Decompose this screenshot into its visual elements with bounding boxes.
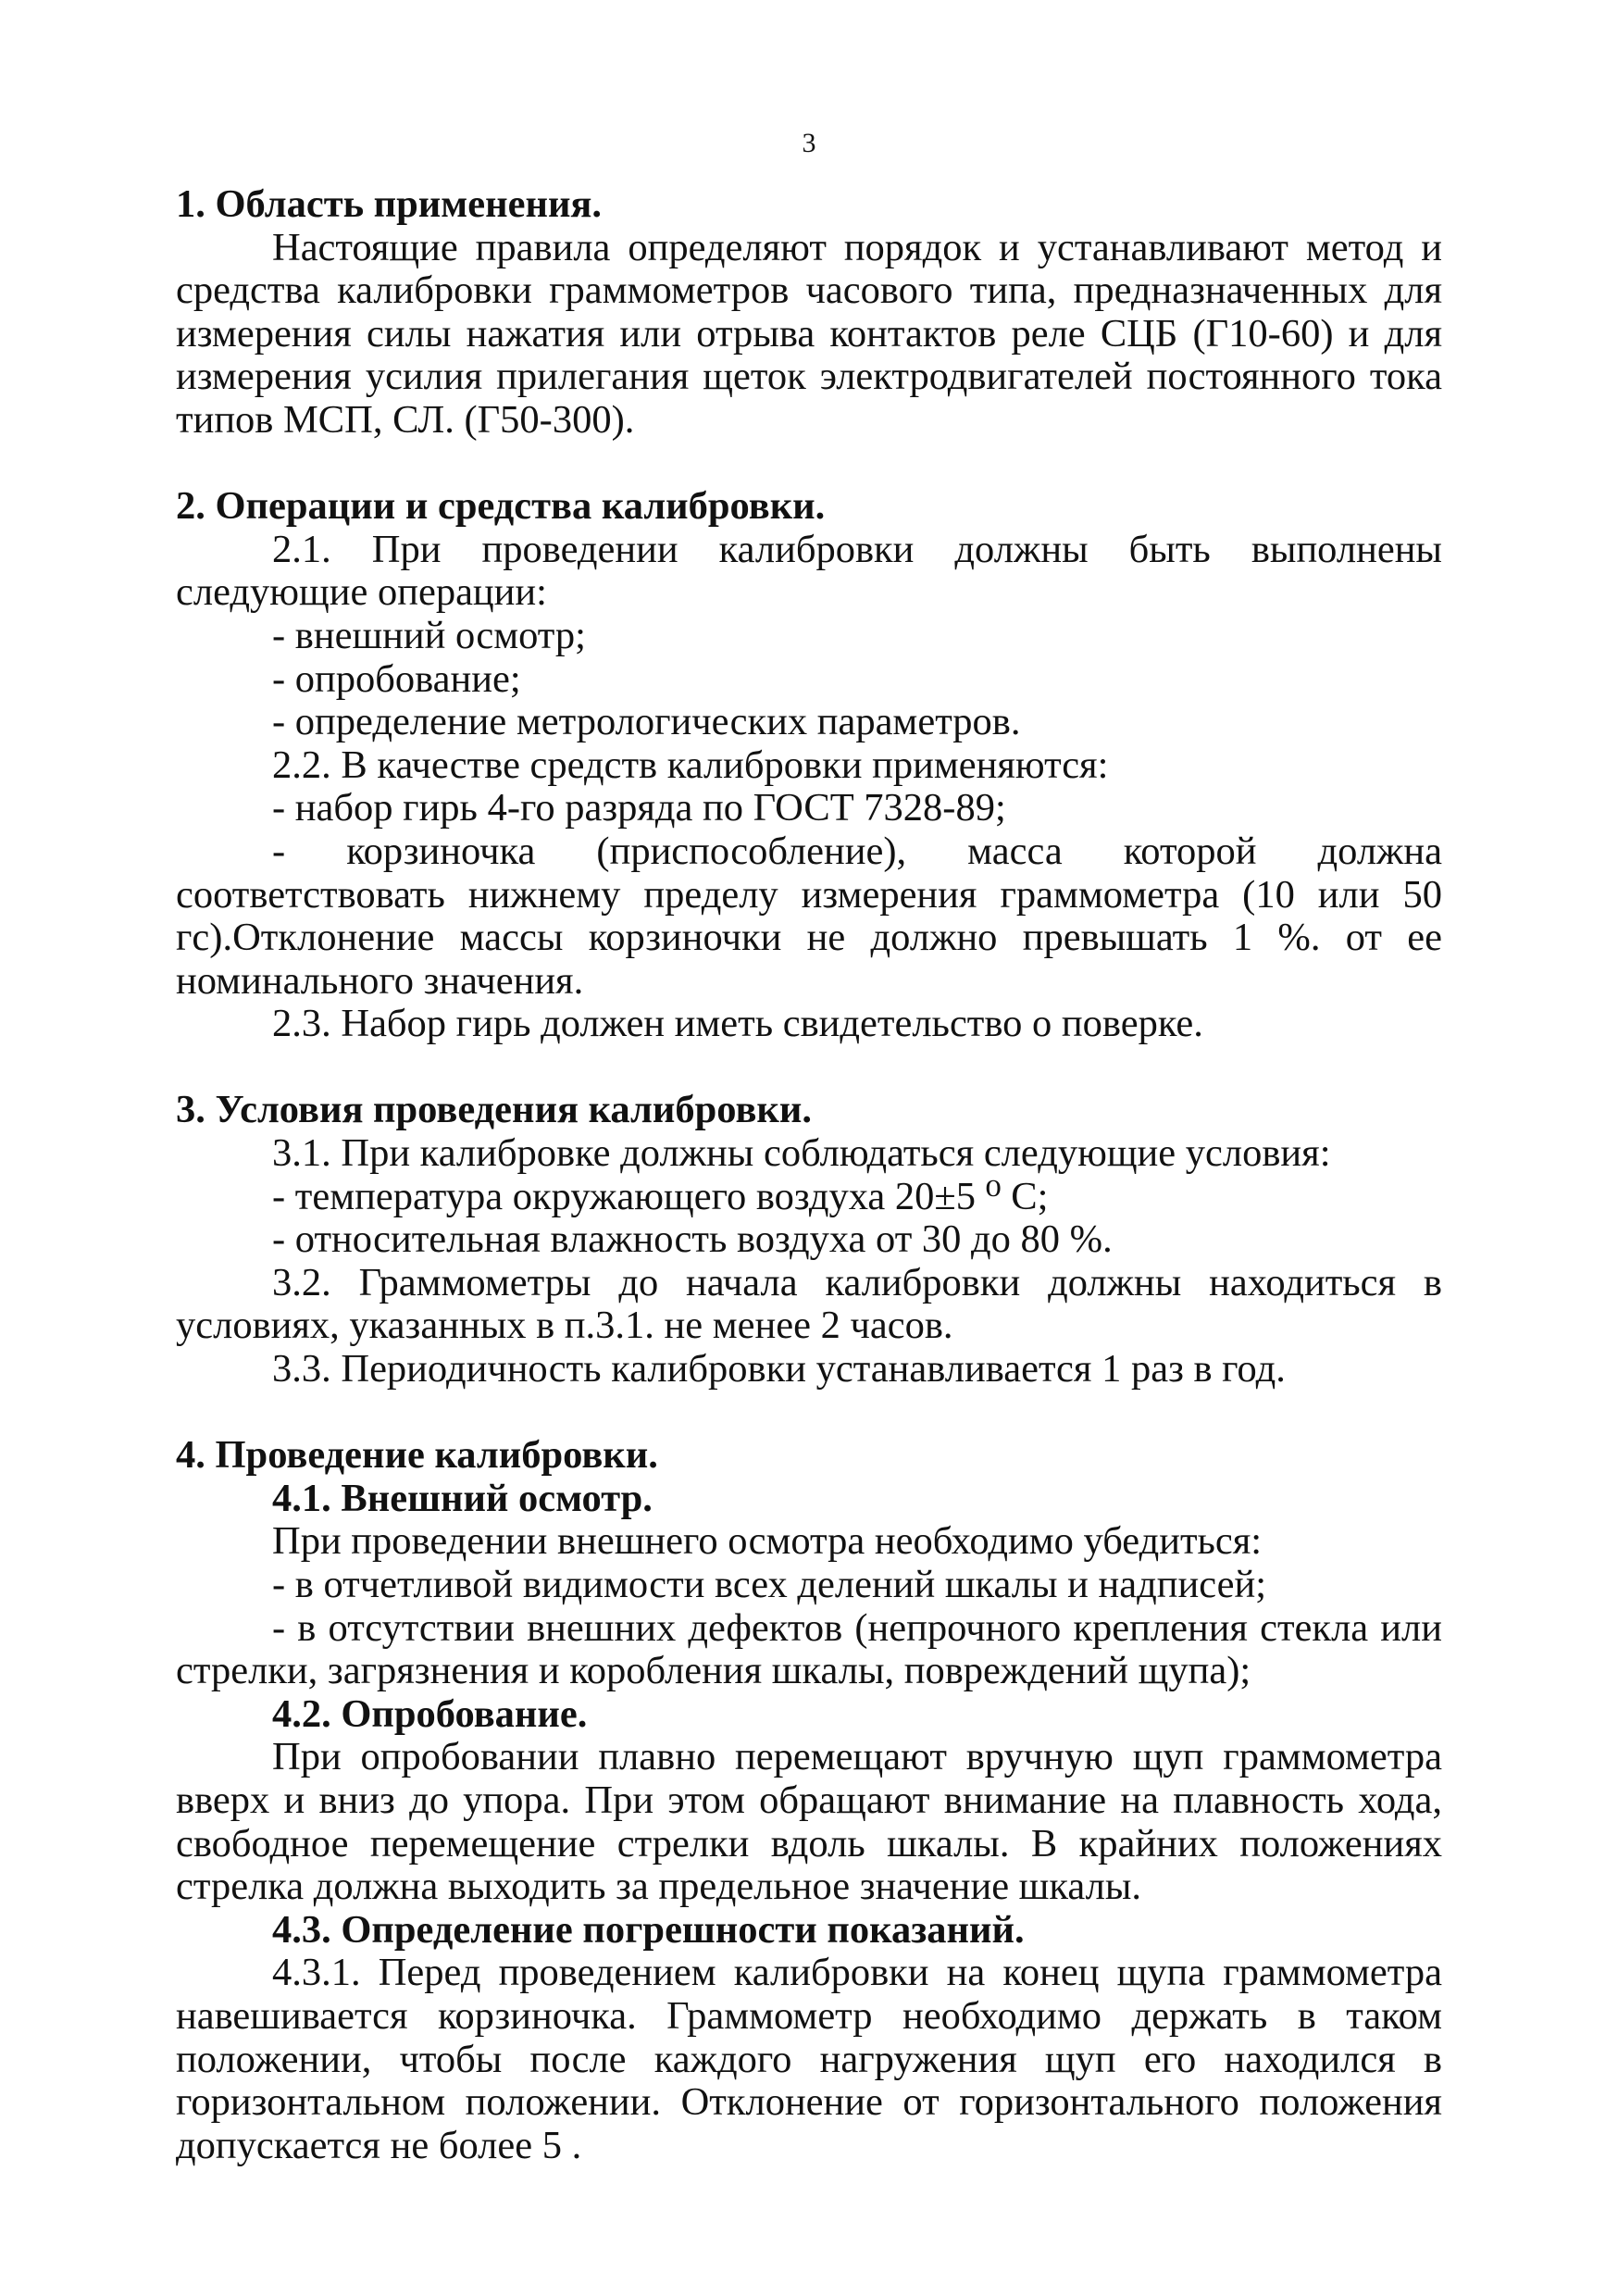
document-body	[176, 183, 1442, 2167]
subsection-heading-testing: 4.2. Опробование.	[272, 1691, 588, 1736]
list-item-check: - в отсутствии внешних дефектов (непрочного крепления стекла или стрелки, загрязнения и коробления шкалы, повреждений щупа);	[176, 1605, 1442, 1693]
section-heading-operations: 2. Операции и средства калибровки.	[176, 484, 826, 529]
paragraph-2-1: 2.1. При проведении калибровки должны быть выполнены следующие операции:	[176, 527, 1442, 615]
paragraph-3-3: 3.3. Периодичность калибровки устанавливается 1 раз в год.	[272, 1347, 1286, 1391]
list-item-condition: - температура окружающего воздуха 20±5 ⁰ С;	[272, 1174, 1049, 1218]
section-heading-scope: 1. Область применения.	[176, 182, 603, 226]
paragraph-4-1: При проведении внешнего осмотра необходимо убедиться:	[272, 1519, 1263, 1564]
spacer	[176, 443, 1442, 486]
paragraph-2-2: 2.2. В качестве средств калибровки применяются:	[272, 742, 1109, 787]
paragraph-4-3-1: 4.3.1. Перед проведением калибровки на конец щупа граммометра навешивается корзиночка. Граммометр необходимо держать в таком положении, чтобы после каждого нагружения щуп его находился в горизонтальном положении. Отклонение от горизонтального положения допускается не более 5 .	[176, 1951, 1442, 2167]
list-item-condition: - относительная влажность воздуха от 30 до 80 %.	[272, 1217, 1113, 1262]
list-item-means: - набор гирь 4-го разряда по ГОСТ 7328-89;	[272, 786, 1006, 830]
subsection-heading-error: 4.3. Определение погрешности показаний.	[272, 1907, 1025, 1952]
spacer	[176, 1391, 1442, 1435]
paragraph-3-1: 3.1. При калибровке должны соблюдаться следующие условия:	[272, 1131, 1331, 1176]
paragraph-3-2: 3.2. Граммометры до начала калибровки должны находиться в условиях, указанных в п.3.1. не менее 2 часов.	[176, 1260, 1442, 1348]
paragraph-scope: Настоящие правила определяют порядок и устанавливают метод и средства калибровки граммометров часового типа, предназначенных для измерения силы нажатия или отрыва контактов реле СЦБ (Г10-60) и для измерения усилия прилегания щеток электродвигателей постоянного тока типов МСП, СЛ. (Г50-300).	[176, 225, 1442, 442]
list-item-operation: - определение метрологических параметров.	[272, 700, 1021, 744]
subsection-heading-inspection: 4.1. Внешний осмотр.	[272, 1476, 653, 1520]
paragraph-4-2: При опробовании плавно перемещают вручную щуп граммометра вверх и вниз до упора. При этом обращают внимание на плавность хода, свободное перемещение стрелки вдоль шкалы. В крайних положениях стрелка должна выходить за предельное значение шкалы.	[176, 1735, 1442, 1909]
spacer	[176, 1046, 1442, 1090]
list-item-operation: - внешний осмотр;	[272, 613, 586, 657]
section-heading-conditions: 3. Условия проведения калибровки.	[176, 1088, 813, 1132]
list-item-means: - корзиночка (приспособление), масса которой должна соответствовать нижнему пределу измерения граммометра (10 или 50 гс).Отклонение массы корзиночки не должно превышать 1 %. от ее номинального значения.	[176, 829, 1442, 1003]
list-item-operation: - опробование;	[272, 656, 521, 701]
paragraph-2-3: 2.3. Набор гирь должен иметь свидетельство о поверке.	[272, 1002, 1203, 1046]
list-item-check: - в отчетливой видимости всех делений шкалы и надписей;	[272, 1563, 1267, 1606]
page-number: 3	[802, 128, 816, 158]
section-heading-procedure: 4. Проведение калибровки.	[176, 1433, 658, 1478]
